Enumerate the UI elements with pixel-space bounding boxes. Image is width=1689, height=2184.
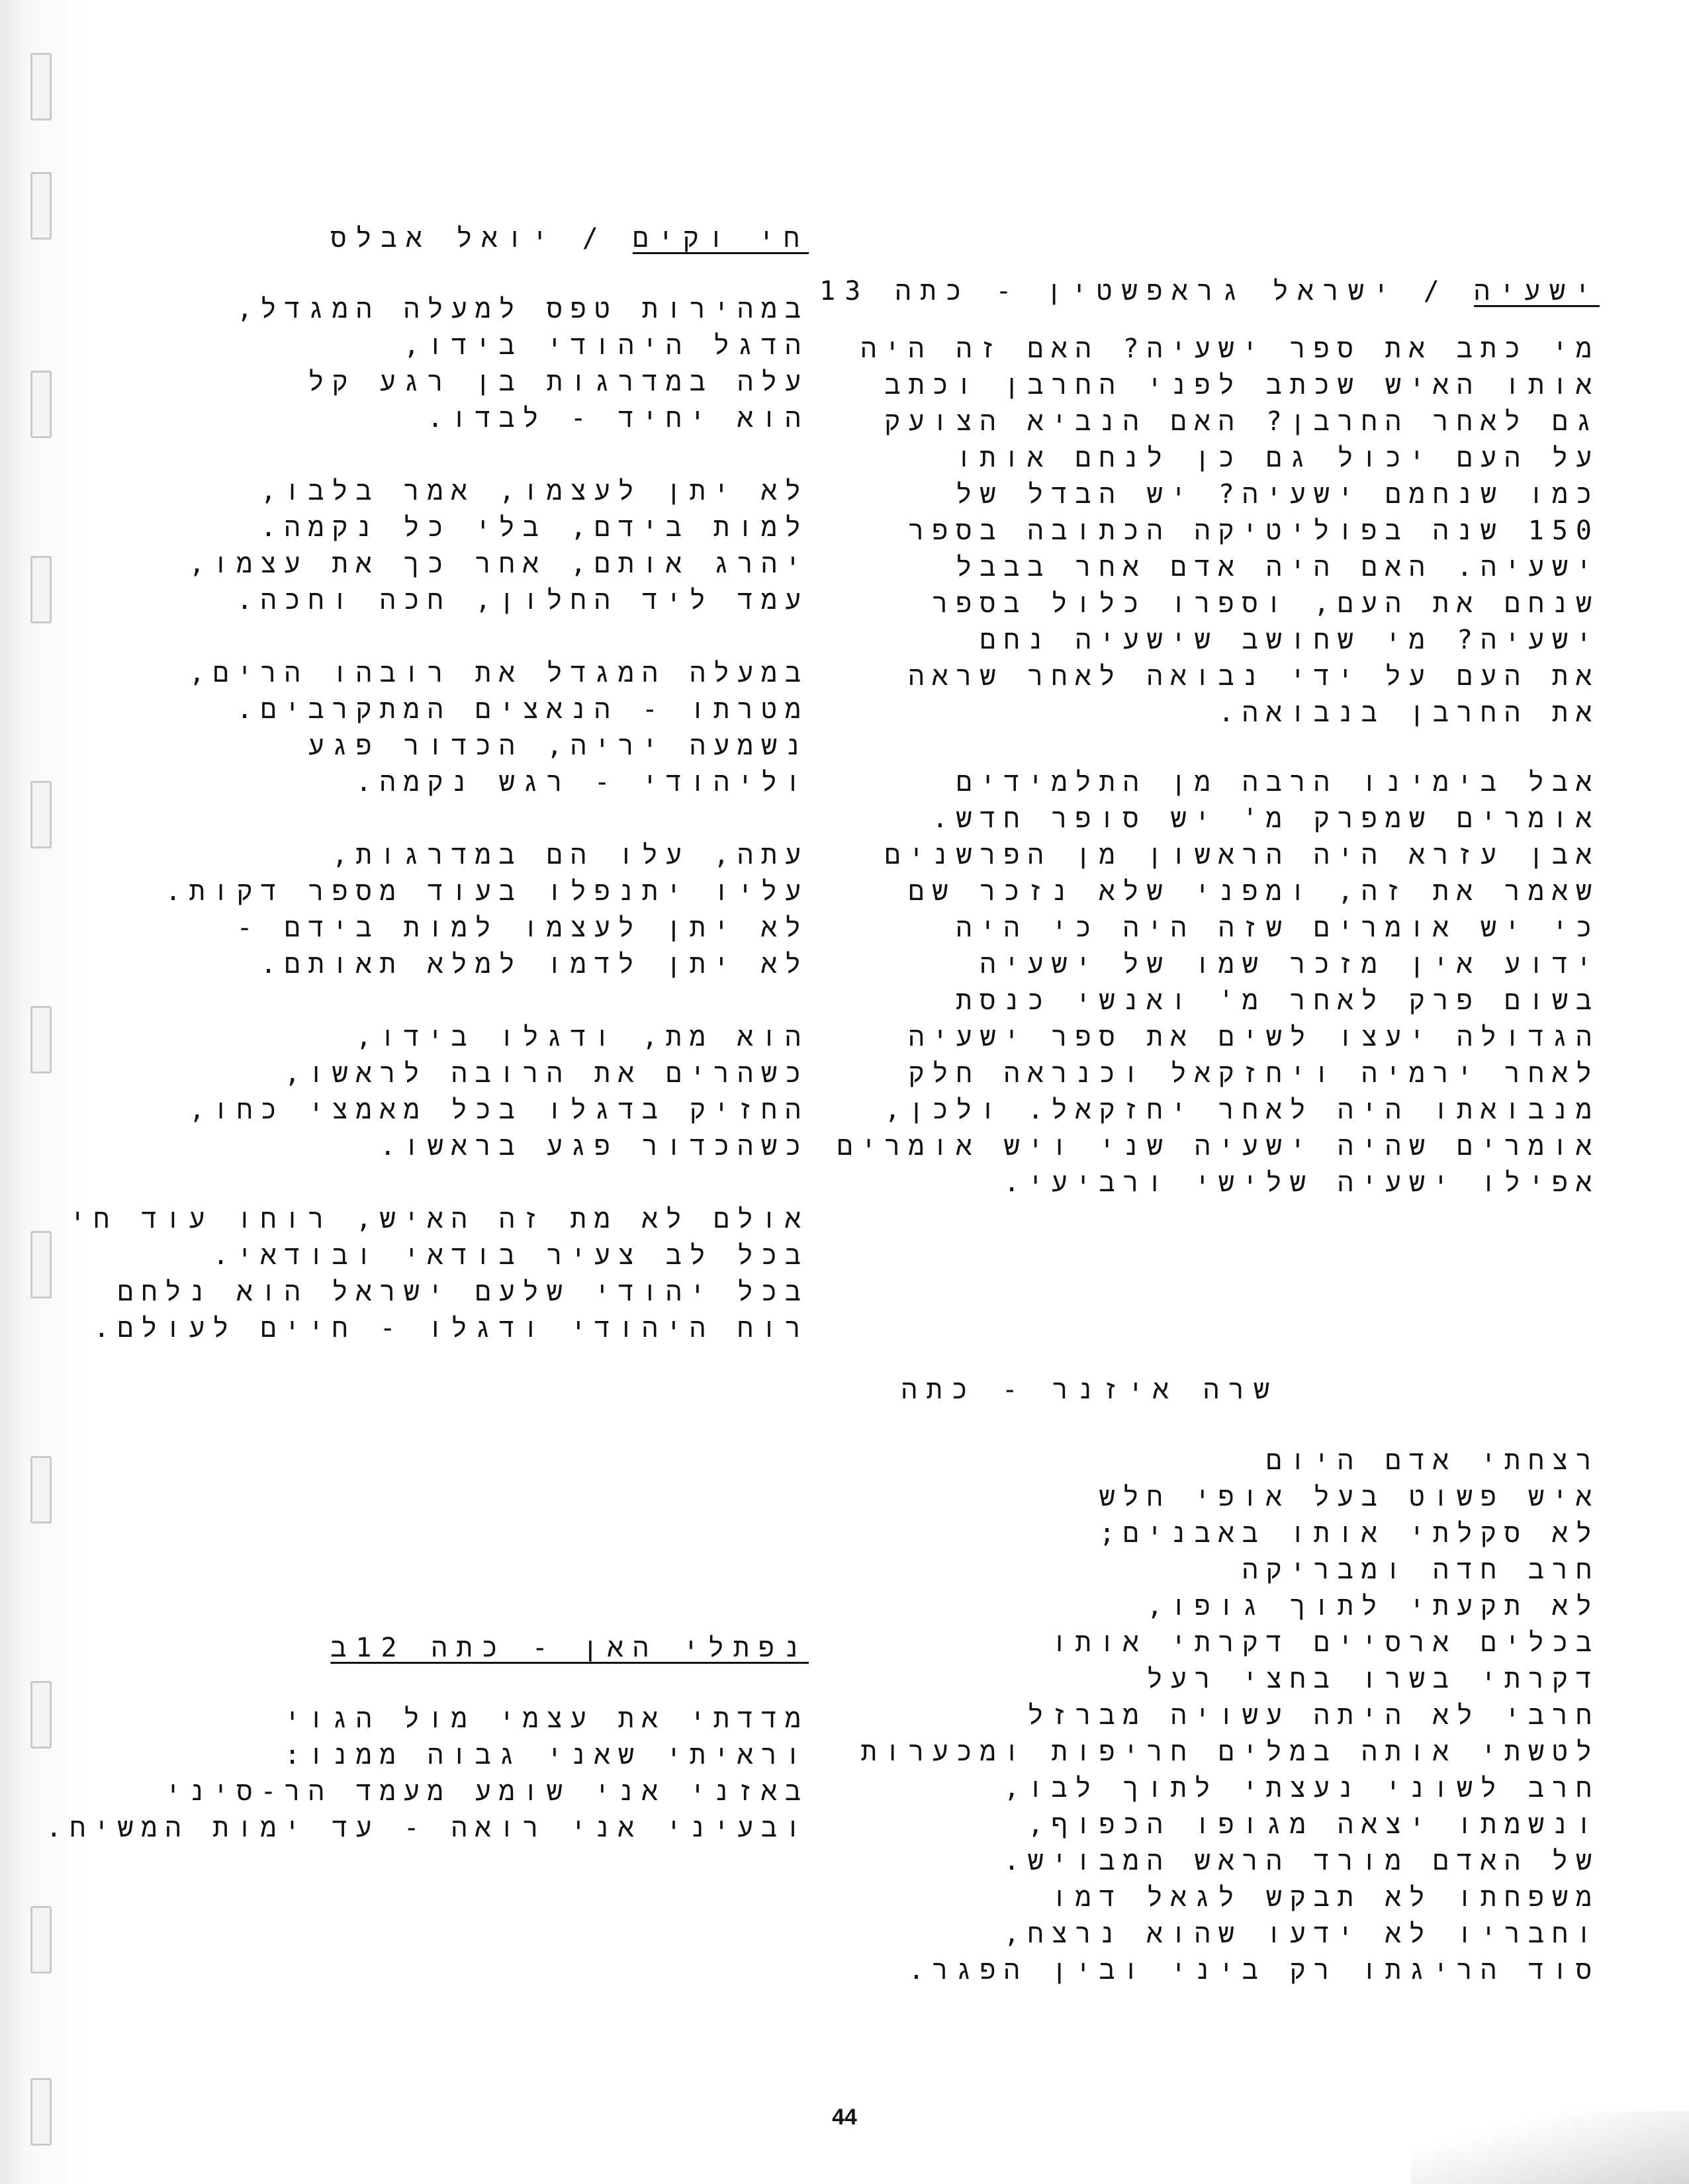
poem-line: עתה, עלו הם במדרגות, xyxy=(332,840,809,870)
poem-line: בכל יהודי שלעם ישראל הוא נלחם xyxy=(117,1277,809,1307)
stanza xyxy=(180,655,809,801)
poem-line: סוד הריגתו רק ביני ובין הפגר. xyxy=(908,1955,1600,1985)
poem-line: הוא יחיד - לבדו. xyxy=(427,403,809,433)
heading-separator: / xyxy=(1398,276,1474,306)
poem-line: לא תקעתי לתוך גופו, xyxy=(1146,1591,1600,1621)
text-line: אפילו ישעיה שלישי ורביעי. xyxy=(1003,1167,1600,1198)
text-line: ידוע אין מזכר שמו של ישעיה xyxy=(980,949,1600,979)
poem-line: אולם לא מת זה האיש, רוחו עוד חי xyxy=(69,1204,809,1234)
text-line: לאחר ירמיה ויחזקאל וכנראה חלק xyxy=(908,1058,1600,1089)
poem-line: של האדם מורד הראש המבויש. xyxy=(1003,1846,1600,1876)
naftali-author: נפתלי האן - כתה 12ב xyxy=(330,1633,809,1663)
poem-line: וליהודי - רגש נקמה. xyxy=(355,767,809,797)
poem-line: במעלה המגדל את רובהו הרים, xyxy=(189,658,809,688)
text-line: בשום פרק לאחר מ' ואנשי כנסת xyxy=(956,985,1600,1016)
isaiah-paragraph-1 xyxy=(860,331,1600,731)
poem-line: וראיתי שאני גבוה ממנו: xyxy=(284,1740,809,1770)
chai-poem xyxy=(69,291,809,1383)
text-line: על העם יכול גם כן לנחם אותו xyxy=(956,443,1600,473)
binding-margin xyxy=(0,0,86,2184)
text-line: 150 שנה בפוליטיקה הכתובה בספר xyxy=(908,516,1600,546)
chai-author: יואל אבלס xyxy=(330,223,557,253)
text-line: אבל בימינו הרבה מן התלמידים xyxy=(956,767,1600,797)
text-line: ישעיה. האם היה אדם אחר בבבל xyxy=(956,552,1600,582)
text-line: אותו האיש שכתב לפני החרבן וכתב xyxy=(884,370,1600,400)
text-line: מי כתב את ספר ישעיה? האם זה היה xyxy=(860,334,1600,364)
poem-line: יהרג אותם, אחר כך את עצמו, xyxy=(189,549,809,579)
poem-line: רצחתי אדם היום xyxy=(1265,1445,1600,1476)
chai-title: חי וקים xyxy=(632,223,809,253)
naftali-poem xyxy=(46,1701,809,1846)
isaiah-heading xyxy=(819,271,1600,311)
binding-hole xyxy=(30,172,52,240)
poem-line: כשהרים את הרובה לראשו, xyxy=(284,1058,809,1089)
text-line: הגדולה יעצו לשים את ספר ישעיה xyxy=(908,1022,1600,1052)
poem-line: מטרתו - הנאצים המתקרבים. xyxy=(236,694,809,725)
text-line: כי יש אומרים שזה היה כי היה xyxy=(956,913,1600,943)
binding-hole xyxy=(30,1906,52,1974)
isaiah-paragraph-2 xyxy=(837,764,1600,1201)
poem-line: עלה במדרגות בן רגע קל xyxy=(308,367,809,397)
text-line: גם לאחר החרבן? האם הנביא הצועק xyxy=(884,406,1600,437)
binding-hole xyxy=(30,2078,52,2146)
poem-line: הוא מת, ודגלו בידו, xyxy=(355,1022,809,1052)
isaiah-title: ישעיה xyxy=(1473,276,1600,306)
poem-line: בכל לב צעיר בודאי ובודאי. xyxy=(212,1240,809,1271)
binding-hole xyxy=(30,1006,52,1073)
text-line: את החרבן בנבואה. xyxy=(1218,698,1600,728)
poem-line: חרבי לא היתה עשויה מברזל xyxy=(1027,1700,1600,1731)
poem-line: לא יתן לעצמו למות בידם - xyxy=(236,913,809,943)
poem-line: לא יתן לדמו למלא תאותם. xyxy=(260,949,809,979)
binding-hole xyxy=(30,371,52,438)
poem-line: חרב חדה ומבריקה xyxy=(1242,1555,1600,1585)
poem-line: ובעיני אני רואה - עד ימות המשיח. xyxy=(46,1813,809,1843)
poem-line: בכלים ארסיים דקרתי אותו xyxy=(1051,1627,1600,1658)
poem-line: משפחתו לא תבקש לגאל דמו xyxy=(1051,1882,1600,1913)
page-number: 44 xyxy=(832,2105,857,2130)
scan-shadow xyxy=(1411,2111,1689,2184)
poem-line: דקרתי בשרו בחצי רעל xyxy=(1146,1664,1600,1694)
stanza xyxy=(69,1201,809,1347)
text-line: אומרים שמפרק מ' יש סופר חדש. xyxy=(932,803,1600,834)
stanza xyxy=(165,837,809,983)
poem-line: לא יתן לעצמו, אמר בלבו, xyxy=(260,476,809,506)
poem-line: עמד ליד החלון, חכה וחכה. xyxy=(236,585,809,615)
text-line: שנחם את העם, וספרו כלול בספר xyxy=(932,588,1600,619)
stanza xyxy=(180,291,809,437)
poem-line: באזני אני שומע מעמד הר-סיני xyxy=(165,1776,809,1807)
naftali-heading xyxy=(330,1628,809,1668)
poem-line: במהירות טפס למעלה המגדל, xyxy=(236,294,809,324)
binding-hole xyxy=(30,1231,52,1298)
poem-line: נשמעה יריה, הכדור פגע xyxy=(308,731,809,761)
binding-hole xyxy=(30,556,52,623)
text-line: אומרים שהיה ישעיה שני ויש אומרים xyxy=(837,1131,1600,1161)
poem-line: לא סקלתי אותו באבנים; xyxy=(1099,1518,1600,1549)
poem-line: וחבריו לא ידעו שהוא נרצח, xyxy=(1003,1919,1600,1949)
poem-line: איש פשוט בעל אופי חלש xyxy=(1099,1482,1600,1512)
poem-line: למות בידם, בלי כל נקמה. xyxy=(260,512,809,543)
isaiah-author: ישראל גראפשטין - כתה 13 xyxy=(819,276,1398,306)
poem-line: לטשתי אותה במלים חריפות ומכערות xyxy=(860,1737,1600,1767)
text-line: שאמר את זה, ומפני שלא נזכר שם xyxy=(908,876,1600,907)
poem-line: כשהכדור פגע בראשו. xyxy=(379,1131,809,1161)
poem-line: עליו יתנפלו בעוד מספר דקות. xyxy=(165,876,809,907)
sarah-author: שרה איזנר - כתה xyxy=(901,1375,1279,1405)
poem-line: ונשמתו יצאה מגופו הכפוף, xyxy=(1027,1809,1600,1840)
sarah-heading xyxy=(901,1370,1279,1410)
sarah-poem xyxy=(860,1443,1600,1989)
poem-line: הדגל היהודי בידו, xyxy=(403,330,809,361)
poem-line: חרב לשוני נעצתי לתוך לבו, xyxy=(1003,1773,1600,1803)
chai-heading xyxy=(331,218,809,258)
poem-line: רוח היהודי ודגלו - חיים לעולם. xyxy=(93,1313,809,1343)
binding-hole xyxy=(30,1456,52,1524)
text-line: כמו שנחמם ישעיה? יש הבדל של xyxy=(956,479,1600,510)
text-line: ישעיה? מי שחושב שישעיה נחם xyxy=(980,625,1600,655)
text-line: אבן עזרא היה הראשון מן הפרשנים xyxy=(884,840,1600,870)
binding-hole xyxy=(30,53,52,120)
text-line: מנבואתו היה לאחר יחזקאל. ולכן, xyxy=(884,1095,1600,1125)
text-line: את העם על ידי נבואה לאחר שראה xyxy=(908,661,1600,692)
binding-hole xyxy=(30,781,52,848)
stanza xyxy=(180,473,809,619)
heading-separator: / xyxy=(557,223,633,253)
poem-line: החזיק בדגלו בכל מאמצי כחו, xyxy=(189,1095,809,1125)
stanza xyxy=(180,1019,809,1165)
binding-hole xyxy=(30,1681,52,1749)
poem-line: מדדתי את עצמי מול הגוי xyxy=(284,1704,809,1734)
